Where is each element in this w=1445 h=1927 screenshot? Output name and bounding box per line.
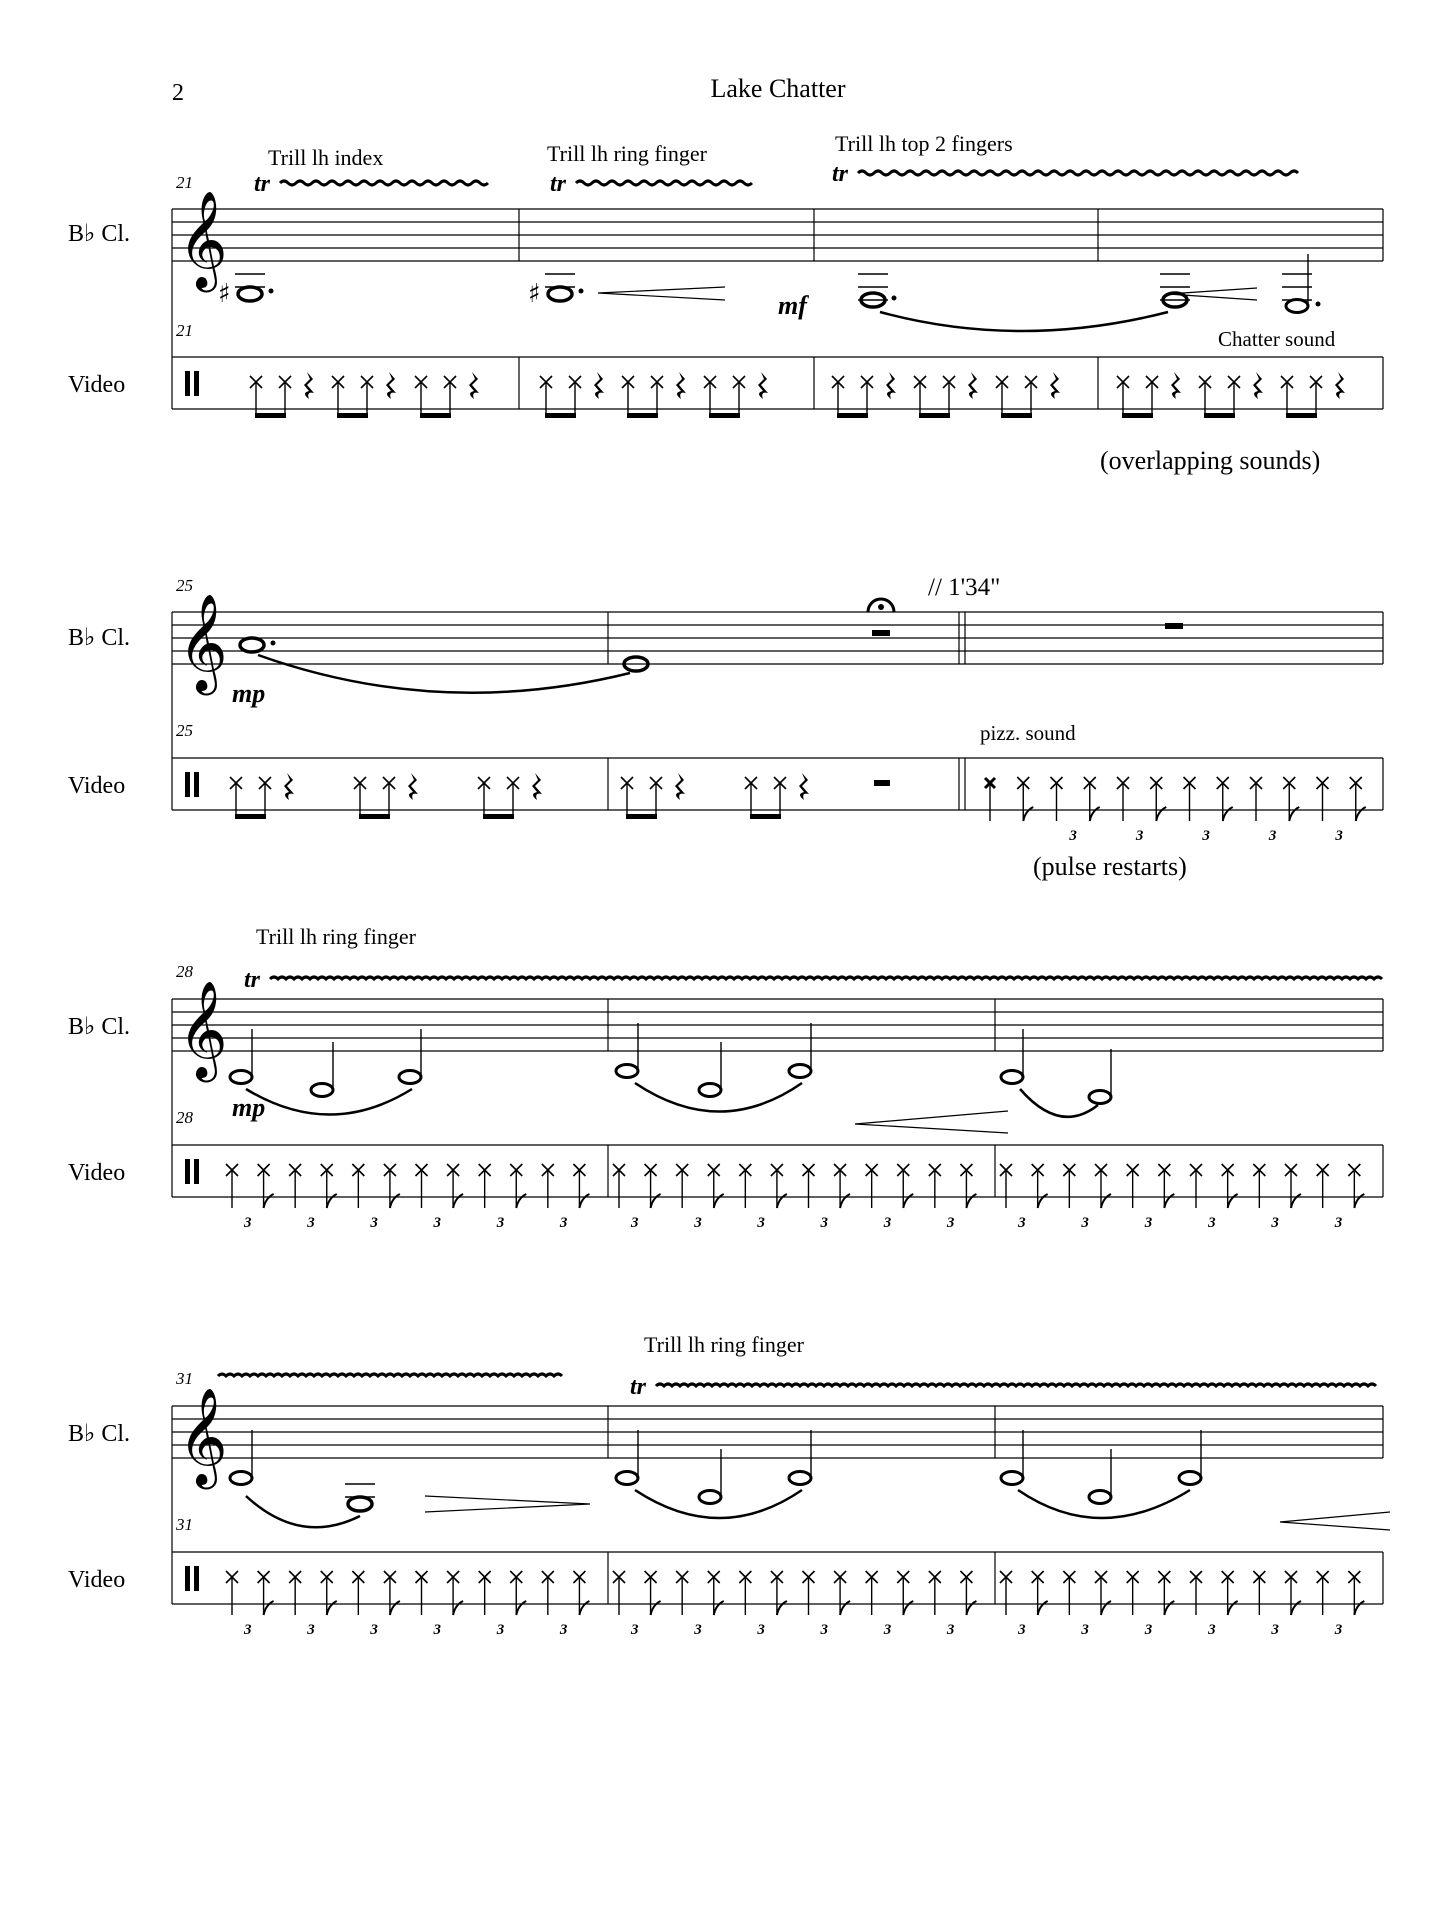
quarter-rest-icon xyxy=(1335,372,1345,399)
whole-note xyxy=(238,287,262,301)
half-note xyxy=(399,1071,421,1084)
slur xyxy=(880,312,1168,331)
trill-symbol-icon: tr xyxy=(832,161,849,187)
treble-clef-icon: 𝄞 xyxy=(178,190,228,288)
tuplet-number: 3 xyxy=(694,1215,702,1231)
crescendo-hairpin xyxy=(598,287,725,300)
half-note xyxy=(1001,1472,1023,1485)
beam xyxy=(235,814,266,819)
tuplet-number: 3 xyxy=(1268,828,1277,844)
decrescendo-hairpin xyxy=(425,1496,590,1512)
trill-annotation: Trill lh ring finger xyxy=(644,1332,804,1357)
timing-marking: // 1'34" xyxy=(928,574,1001,601)
flag xyxy=(327,1601,337,1615)
flag xyxy=(1038,1194,1048,1208)
beam xyxy=(626,814,657,819)
beam xyxy=(709,413,740,418)
dynamic-marking: mp xyxy=(232,679,266,708)
tuplet-number: 3 xyxy=(1208,1215,1216,1231)
quarter-rest-icon xyxy=(676,372,686,399)
instrument-label-video: Video xyxy=(68,1567,126,1593)
flag xyxy=(777,1194,787,1208)
measure-number: 28 xyxy=(176,962,193,981)
tuplet-number: 3 xyxy=(370,1215,378,1231)
tuplet-number: 3 xyxy=(1334,1215,1343,1231)
tuplet-number: 3 xyxy=(307,1215,315,1231)
clarinet-half-notes xyxy=(230,1023,1111,1104)
measure-number: 25 xyxy=(176,721,193,740)
tuplet-number: 3 xyxy=(433,1215,442,1231)
flag xyxy=(651,1194,661,1208)
beam xyxy=(1001,413,1032,418)
video-annotation: Chatter sound xyxy=(1218,327,1336,351)
flag xyxy=(327,1194,337,1208)
system-3 xyxy=(68,924,1383,1231)
flag xyxy=(840,1601,850,1615)
flag xyxy=(453,1601,463,1615)
treble-clef-icon: 𝄞 xyxy=(178,980,228,1078)
quarter-rest-icon xyxy=(386,372,396,399)
flag xyxy=(714,1194,724,1208)
flag xyxy=(264,1194,274,1208)
tuplet-number: 3 xyxy=(631,1622,639,1638)
system-4 xyxy=(68,1332,1390,1638)
flag xyxy=(1356,807,1366,821)
flag xyxy=(1223,807,1233,821)
flag xyxy=(1228,1601,1238,1615)
beam xyxy=(919,413,950,418)
tuplet-number: 3 xyxy=(244,1215,252,1231)
quarter-rest-icon xyxy=(1253,372,1263,399)
trill-annotation: Trill lh ring finger xyxy=(547,141,707,166)
whole-rest xyxy=(872,630,890,636)
quarter-rest-icon xyxy=(886,372,896,399)
trill-line xyxy=(656,1384,1376,1386)
quarter-rest-icon xyxy=(594,372,604,399)
quarter-rest-icon xyxy=(1050,372,1060,399)
half-note xyxy=(789,1472,811,1485)
flag xyxy=(1101,1601,1111,1615)
instrument-label-clarinet: B♭ Cl. xyxy=(68,625,131,651)
measure-number: 25 xyxy=(176,576,193,595)
tuplet-number: 3 xyxy=(370,1622,378,1638)
video-annotation: (overlapping sounds) xyxy=(1100,446,1321,475)
tuplet-number: 3 xyxy=(820,1622,829,1638)
flag xyxy=(651,1601,661,1615)
percussion-clef-icon xyxy=(185,1566,199,1591)
clarinet-half-notes xyxy=(230,1430,1201,1504)
instrument-label-clarinet: B♭ Cl. xyxy=(68,221,131,247)
half-note xyxy=(699,1084,721,1097)
dynamic-marking: mf xyxy=(778,291,807,320)
half-note xyxy=(616,1472,638,1485)
tuplet-number: 3 xyxy=(559,1622,568,1638)
measure-number: 31 xyxy=(176,1369,193,1388)
video-annotation: pizz. sound xyxy=(980,721,1076,745)
tuplet-number: 3 xyxy=(1144,1622,1153,1638)
tuplet-number: 3 xyxy=(1144,1215,1153,1231)
flag xyxy=(390,1601,400,1615)
augmentation-dot xyxy=(1316,302,1321,307)
flag xyxy=(840,1194,850,1208)
half-note xyxy=(1286,300,1308,313)
tuplet-number: 3 xyxy=(1335,828,1343,844)
tuplet-number: 3 xyxy=(1334,1622,1343,1638)
slur xyxy=(258,655,630,693)
half-note xyxy=(1179,1472,1201,1485)
tuplet-number: 3 xyxy=(1208,1622,1216,1638)
whole-note xyxy=(348,1497,372,1511)
flag xyxy=(777,1601,787,1615)
flag xyxy=(1156,807,1166,821)
augmentation-dot xyxy=(269,289,274,294)
tuplet-number: 3 xyxy=(496,1622,505,1638)
flag xyxy=(264,1601,274,1615)
crescendo-hairpin xyxy=(1280,1512,1390,1530)
measure-number: 31 xyxy=(176,1515,193,1534)
instrument-label-video: Video xyxy=(68,773,126,799)
flag xyxy=(1291,1194,1301,1208)
instrument-label-clarinet: B♭ Cl. xyxy=(68,1014,131,1040)
instrument-label-clarinet: B♭ Cl. xyxy=(68,1421,131,1447)
flag xyxy=(579,1194,589,1208)
tuplet-number: 3 xyxy=(883,1622,892,1638)
flag xyxy=(1354,1194,1364,1208)
video-pattern-eighths xyxy=(250,372,1345,418)
flag xyxy=(903,1601,913,1615)
quarter-rest-icon xyxy=(284,773,294,800)
tuplet-number: 3 xyxy=(1081,1215,1089,1231)
dynamic-marking: mp xyxy=(232,1093,266,1122)
beam xyxy=(837,413,868,418)
quarter-rest-icon xyxy=(532,773,542,800)
flag xyxy=(1289,807,1299,821)
percussion-clef-icon xyxy=(185,371,199,396)
trill-symbol-icon: tr xyxy=(550,171,567,197)
beam xyxy=(750,814,781,819)
beam xyxy=(420,413,451,418)
tuplet-number: 3 xyxy=(1018,1622,1026,1638)
half-note xyxy=(1001,1071,1023,1084)
flag xyxy=(579,1601,589,1615)
quarter-rest-icon xyxy=(799,773,809,800)
page-title: Lake Chatter xyxy=(710,74,846,103)
tuplet-number: 3 xyxy=(433,1622,442,1638)
tuplet-number: 3 xyxy=(1081,1622,1089,1638)
percussion-clef-icon xyxy=(185,1159,199,1184)
flag xyxy=(516,1194,526,1208)
tuplet-number: 3 xyxy=(1202,828,1210,844)
flag xyxy=(1164,1601,1174,1615)
tuplet-number: 3 xyxy=(1018,1215,1026,1231)
tuplet-number: 3 xyxy=(757,1622,765,1638)
quarter-rest-icon xyxy=(469,372,479,399)
half-note xyxy=(699,1491,721,1504)
slur xyxy=(246,1089,412,1115)
tuplet-number: 3 xyxy=(946,1622,955,1638)
tuplet-number: 3 xyxy=(307,1622,315,1638)
trill-annotation: Trill lh ring finger xyxy=(256,924,416,949)
instrument-label-video: Video xyxy=(68,372,126,398)
half-note xyxy=(1089,1091,1111,1104)
whole-rest xyxy=(1165,623,1183,629)
flag xyxy=(1164,1194,1174,1208)
sharp-icon: ♯ xyxy=(218,279,231,309)
half-note xyxy=(230,1071,252,1084)
flag xyxy=(1354,1601,1364,1615)
measure-number: 21 xyxy=(176,321,193,340)
quarter-rest-icon xyxy=(408,773,418,800)
trill-symbol-icon: tr xyxy=(244,967,261,993)
beam xyxy=(1122,413,1153,418)
beam xyxy=(255,413,286,418)
beam xyxy=(627,413,658,418)
measure-number: 28 xyxy=(176,1108,193,1127)
tuplet-number: 3 xyxy=(1271,1215,1279,1231)
tuplet-number: 3 xyxy=(244,1622,252,1638)
slur xyxy=(246,1496,360,1527)
flag xyxy=(1038,1601,1048,1615)
flag xyxy=(966,1194,976,1208)
quarter-rest-icon xyxy=(758,372,768,399)
tuplet-number: 3 xyxy=(757,1215,765,1231)
trill-line xyxy=(858,171,1298,175)
beam xyxy=(359,814,390,819)
flag xyxy=(966,1601,976,1615)
percussion-clef-icon xyxy=(185,772,199,797)
tuplet-number: 3 xyxy=(694,1622,702,1638)
tuplet-number: 3 xyxy=(883,1215,892,1231)
tuplet-number: 3 xyxy=(559,1215,568,1231)
tuplet-number: 3 xyxy=(1135,828,1144,844)
video-pattern-eighths xyxy=(230,773,809,819)
tuplet-number: 3 xyxy=(820,1215,829,1231)
augmentation-dot xyxy=(579,289,584,294)
trill-symbol-icon: tr xyxy=(630,1374,647,1400)
beam xyxy=(337,413,368,418)
clarinet-notes xyxy=(235,274,1312,300)
measure-number: 21 xyxy=(176,173,193,192)
flag xyxy=(1023,807,1033,821)
trill-annotation: Trill lh index xyxy=(268,145,384,170)
flag xyxy=(516,1601,526,1615)
flag xyxy=(453,1194,463,1208)
half-note xyxy=(230,1472,252,1485)
tuplet-number: 3 xyxy=(946,1215,955,1231)
sharp-icon: ♯ xyxy=(528,279,541,309)
treble-clef-icon: 𝄞 xyxy=(178,593,228,691)
flag xyxy=(1101,1194,1111,1208)
whole-note xyxy=(548,287,572,301)
page-number: 2 xyxy=(172,80,184,106)
half-note xyxy=(1089,1491,1111,1504)
trill-line xyxy=(218,1374,562,1376)
flag xyxy=(1228,1194,1238,1208)
half-rest xyxy=(874,780,890,786)
video-staff xyxy=(172,758,1383,810)
beam xyxy=(1204,413,1235,418)
trill-line xyxy=(576,181,752,185)
flag xyxy=(1090,807,1100,821)
half-note xyxy=(311,1084,333,1097)
video-annotation: (pulse restarts) xyxy=(1033,852,1187,881)
tuplet-number: 3 xyxy=(631,1215,639,1231)
quarter-rest-icon xyxy=(304,372,314,399)
flag xyxy=(714,1601,724,1615)
tuplet-number: 3 xyxy=(1271,1622,1279,1638)
flag xyxy=(903,1194,913,1208)
trill-symbol-icon: tr xyxy=(254,171,271,197)
beam xyxy=(545,413,576,418)
flag xyxy=(1291,1601,1301,1615)
tuplet-number: 3 xyxy=(496,1215,505,1231)
instrument-label-video: Video xyxy=(68,1160,126,1186)
slur xyxy=(1020,1089,1098,1117)
video-staff xyxy=(172,357,1383,409)
whole-note xyxy=(240,638,264,652)
flag xyxy=(390,1194,400,1208)
augmentation-dot xyxy=(271,641,276,646)
system-1 xyxy=(68,131,1383,475)
beam xyxy=(483,814,514,819)
decrescendo-hairpin xyxy=(855,1111,1008,1133)
beam xyxy=(1286,413,1317,418)
augmentation-dot xyxy=(892,296,897,301)
trill-line xyxy=(270,977,1382,979)
trill-annotation: Trill lh top 2 fingers xyxy=(835,131,1013,156)
treble-clef-icon: 𝄞 xyxy=(178,1387,228,1485)
quarter-rest-icon xyxy=(1171,372,1181,399)
half-note xyxy=(616,1065,638,1078)
tuplet-number: 3 xyxy=(1069,828,1077,844)
trill-line xyxy=(280,181,488,185)
quarter-rest-icon xyxy=(675,773,685,800)
system-2 xyxy=(68,574,1383,881)
quarter-rest-icon xyxy=(968,372,978,399)
half-note xyxy=(789,1065,811,1078)
